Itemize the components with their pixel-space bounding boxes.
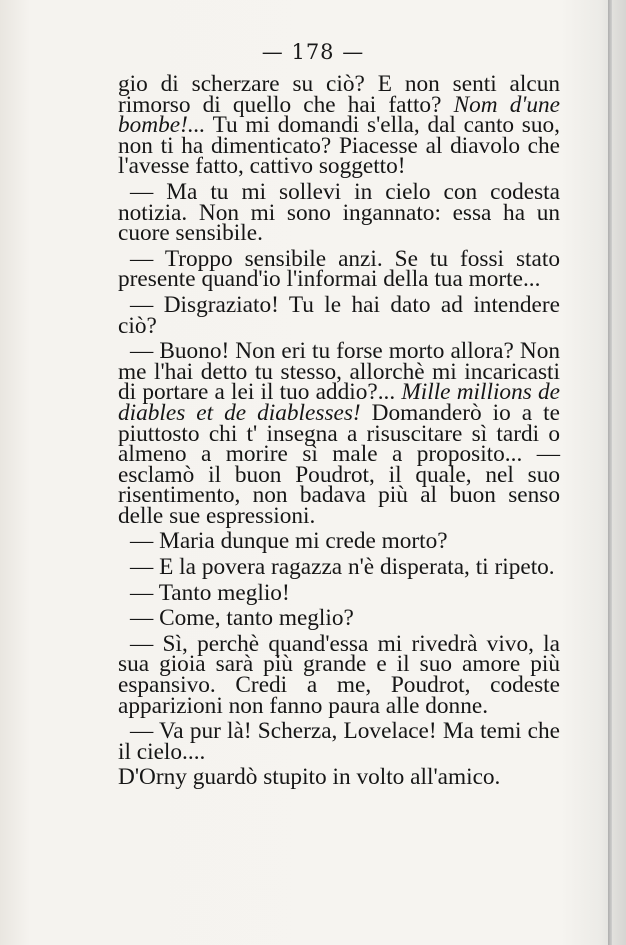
paragraph-6: — Maria dunque mi crede morto?	[130, 528, 448, 555]
paragraph-11: — Va pur là! Scherza, Lovelace! Ma temi che il cielo....	[118, 718, 560, 765]
paragraph-2: — Ma tu mi sollevi in cielo con codesta notizia. Non mi sono ingannato: essa ha un cuore sensibile.	[118, 178, 560, 247]
paragraph-5-text-a: — Buono! Non eri tu forse morto allora? Non me l'hai detto tu stesso, allorchè mi incaricasti di portare a lei il tuo addio?...	[118, 338, 560, 406]
paragraph-1-text-b: Tu mi domandi s'ella, dal canto suo, non ti ha dimenticato? Piacesse al diavolo che l'avesse fatto, cattivo soggetto!	[118, 112, 560, 180]
paragraph-5-italic: Mille millions de diables et de diablesses!	[118, 379, 560, 426]
paragraph-9: — Come, tanto meglio?	[130, 605, 354, 632]
paragraph-8: — Tanto meglio!	[130, 579, 290, 606]
page-edge-shadow	[608, 0, 612, 945]
paragraph-1-text-a: gio di scherzare su ciò? E non senti alcun rimorso di quello che hai fatto?	[118, 71, 560, 118]
paragraph-1-italic: Nom d'une bombe!...	[118, 91, 560, 139]
paragraph-1	[118, 71, 560, 180]
paragraph-3: — Troppo sensibile anzi. Se tu fossi stato presente quand'io l'informai della tua morte...	[118, 245, 560, 293]
paragraph-12: D'Orny guardò stupito in volto all'amico.	[118, 764, 501, 791]
paragraph-4: — Disgraziato! Tu le hai dato ad intendere ciò?	[118, 291, 560, 339]
paragraph-5-text-b: Domanderò io a te piuttosto chi t' insegna a risuscitare sì tardi o almeno a morire sì male a proposito... —esclamò il buon Poudrot, il quale, nel suo risentimento, non badava più al buon senso delle sue espressioni.	[118, 399, 560, 529]
body-text	[118, 71, 560, 793]
paragraph-10: — Sì, perchè quand'essa mi rivedrà vivo, la sua gioia sarà più grande e il suo amore più espansivo. Credi a me, Poudrot, codeste apparizioni non fanno paura alle donne.	[118, 630, 560, 719]
paragraph-7: — E la povera ragazza n'è disperata, ti ripeto.	[130, 554, 555, 581]
paragraph-5	[118, 338, 560, 529]
page-number: — 178 —	[261, 40, 365, 64]
